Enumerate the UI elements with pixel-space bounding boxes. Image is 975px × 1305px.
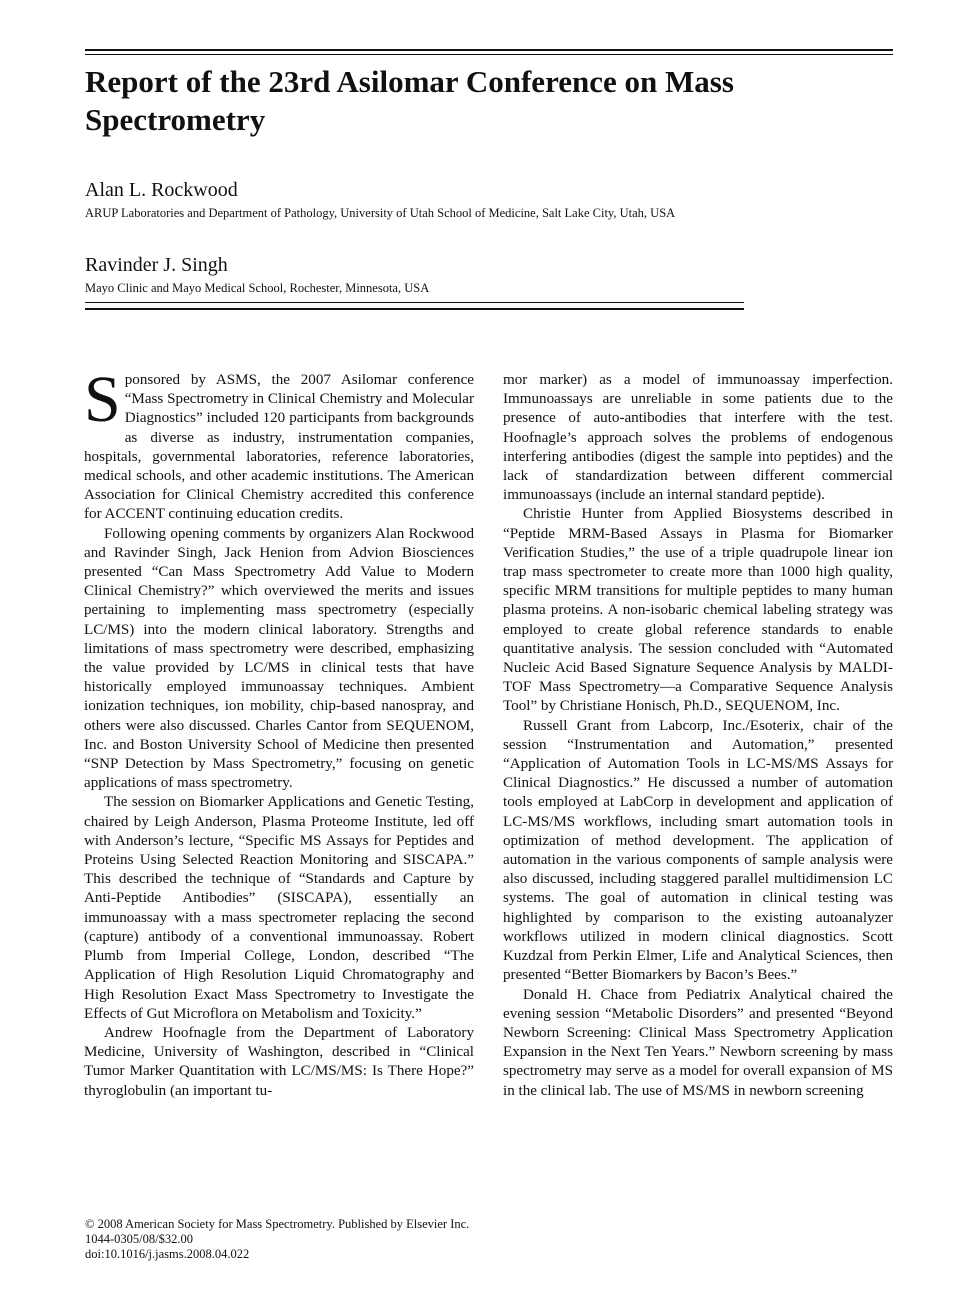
issn-line: 1044-0305/08/$32.00 — [85, 1232, 193, 1246]
copyright-line: © 2008 American Society for Mass Spectrometry. Published by Elsevier Inc. — [85, 1217, 470, 1231]
body-paragraph: Russell Grant from Labcorp, Inc./Esoterix, chair of the session “Instrumentation and Automation,” presented “Application of Automation Tools in LC-MS/MS Assays for Clinical Diagnostics.” He discussed a number of automation tools employed at LabCorp in development and application of LC-MS/MS workflows, including smart automation tools in optimization of method development. The application of automation in the various components of sample analysis were also discussed, including staggered parallel multidimension LC systems. The goal of automation in clinical testing was highlighted by comparison to the existing autoanalyzer workflows utilized in modern clinical diagnostics. Scott Kuzdzal from Perkin Elmer, Life and Analytical Sciences, then presented “Better Biomarkers by Bacon’s Bees.” — [503, 717, 893, 984]
author-affiliation: ARUP Laboratories and Department of Pathology, University of Utah School of Medicine, Salt Lake City, Utah, USA — [85, 206, 676, 220]
drop-cap: S — [84, 363, 121, 436]
body-paragraph: Sponsored by ASMS, the 2007 Asilomar conference “Mass Spectrometry in Clinical Chemistry and Molecular Diagnostics” included 120 participants from backgrounds as diverse as industry, instrumentation companies, hospitals, governmental laboratories, reference laboratories, medical schools, and other academic institutions. The American Association for Clinical Chemistry accredited this conference for ACCENT continuing education credits. — [84, 363, 474, 523]
author-name: Alan L. Rockwood — [85, 179, 238, 201]
body-paragraph: Christie Hunter from Applied Biosystems described in “Peptide MRM-Based Assays in Plasma for Biomarker Verification Studies,” the use of a triple quadrupole linear ion trap mass spectrometer to create more than 1000 high quality, specific MRM transitions for multiple peptides to many human plasma proteins. A non-isobaric chemical labeling strategy was employed to create global reference standards to enable quantitative analysis. The session concluded with “Automated Nucleic Acid Based Signature Sequence Analysis by MALDI-TOF Mass Spectrometry—a Comparative Sequence Analysis Tool” by Christiane Honisch, Ph.D., SEQUENOM, Inc. — [503, 506, 893, 715]
header-rule-bottom — [85, 308, 744, 310]
body-paragraph: mor marker) as a model of immunoassay imperfection. Immunoassays are unreliable in some patients due to the presence of auto-antibodies that interfere with the test. Hoofnagle’s approach solves the problems of endogenous interfering antibodies (digest the sample into peptides) and the lack of standardization between different commercial immunoassays (include an internal standard peptide). — [503, 372, 893, 504]
top-rule-thin — [85, 54, 893, 55]
doi-line[interactable]: doi:10.1016/j.jasms.2008.04.022 — [85, 1247, 250, 1261]
body-paragraph: The session on Biomarker Applications and Genetic Testing, chaired by Leigh Anderson, Plasma Proteome Institute, led off with Anderson’s lecture, “Specific MS Assays for Peptides and Proteins Using Selected Reaction Monitoring and SISCAPA.” This described the technique of “Standards and Capture by Anti-Peptide Antibodies” (SISCAPA), essentially an immunoassay with a mass spectrometer replacing the second (capture) antibody of a conventional immunoassay. Robert Plumb from Imperial College, London, described “The Application of High Resolution Liquid Chromatography and High Resolution Exact Mass Spectrometry to Investigate the Effects of Gut Microflora on Metabolism and Toxicity.” — [84, 794, 474, 1022]
body-paragraph: Following opening comments by organizers Alan Rockwood and Ravinder Singh, Jack Henion from Advion Biosciences presented “Can Mass Spectrometry Add Value to Modern Clinical Chemistry?” which overviewed the merits and issues pertaining to implementing mass spectrometry (especially LC/MS) into the modern clinical laboratory. Strengths and limitations of mass spectrometry were described, emphasizing the value provided by LC/MS in clinical tests that have historically employed immunoassay techniques. Ambient ionization techniques, ion mobility, chip-based nanospray, and others were also discussed. Charles Cantor from SEQUENOM, Inc. and Boston University School of Medicine then presented “SNP Detection by Mass Spectrometry,” focusing on genetic applications of mass spectrometry. — [84, 525, 474, 792]
author-affiliation: Mayo Clinic and Mayo Medical School, Rochester, Minnesota, USA — [85, 281, 430, 295]
body-column-left — [84, 363, 474, 1101]
author-name: Ravinder J. Singh — [85, 254, 228, 276]
body-paragraph: Andrew Hoofnagle from the Department of Laboratory Medicine, University of Washington, described in “Clinical Tumor Marker Quantitation with LC/MS/MS: Is There Hope?” thyroglobulin (an important tu- — [84, 1024, 474, 1099]
article-title: Report of the 23rd Asilomar Conference on Mass Spectrometry — [85, 64, 734, 137]
top-rule-thick — [85, 49, 893, 51]
article-footer — [85, 1217, 469, 1262]
header-rule-top — [85, 302, 744, 303]
body-paragraph: Donald H. Chace from Pediatrix Analytical chaired the evening session “Metabolic Disorders” and presented “Beyond Newborn Screening: Clinical Mass Spectrometry Application Expansion in the Next Ten Years.” Newborn screening by mass spectrometry may serve as a model for overall expansion of MS in the clinical lab. The use of MS/MS in newborn screening — [503, 986, 893, 1099]
body-column-right — [503, 371, 893, 1101]
